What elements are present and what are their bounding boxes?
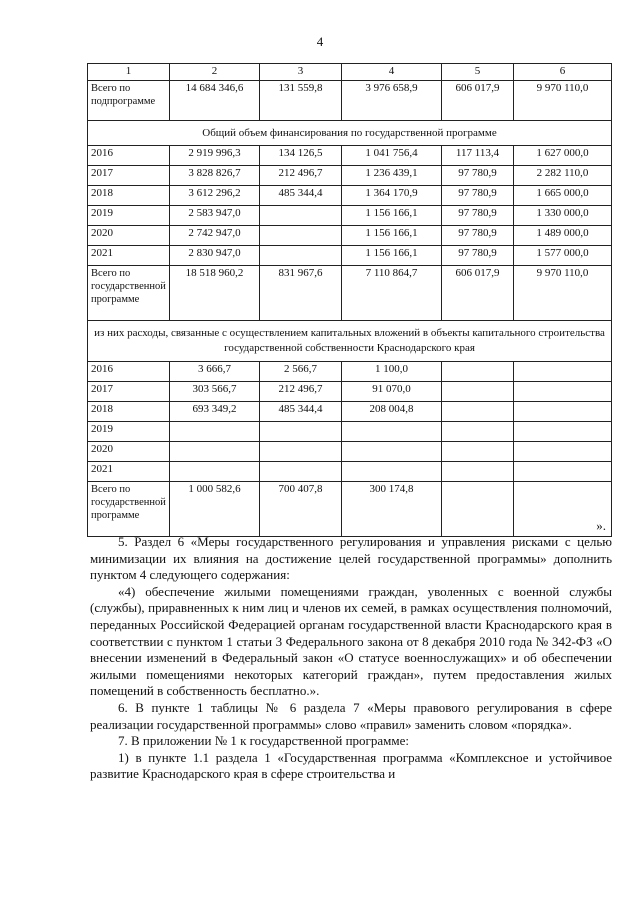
paragraph-7-1: 1) в пункте 1.1 раздела 1 «Государственная программа «Комплексное и устойчивое развитие Краснодарского края в сфере строительства и [90,749,612,782]
value-cell: 97 780,9 [442,206,514,226]
value-cell [442,382,514,402]
value-cell: 117 113,4 [442,146,514,166]
value-cell [260,206,342,226]
value-cell: 97 780,9 [442,166,514,186]
value-cell: 485 344,4 [260,186,342,206]
value-cell [442,422,514,442]
capital-year-row [88,442,612,462]
value-cell: 131 559,8 [260,81,342,121]
value-cell [260,226,342,246]
row-label: 2019 [88,422,170,442]
value-cell [260,246,342,266]
value-cell [514,362,612,382]
column-number: 2 [170,64,260,81]
value-cell: 1 627 000,0 [514,146,612,166]
financing-table [87,63,612,537]
section-title-row [88,121,612,146]
value-cell [342,462,442,482]
capital-year-row [88,382,612,402]
row-label: 2020 [88,442,170,462]
value-cell [442,462,514,482]
paragraph-6: 6. В пункте 1 таблицы № 6 раздела 7 «Меры правового регулирования в сфере реализации государственной программы» слово «правил» заменить словом «порядка». [90,699,612,732]
value-cell: 2 742 947,0 [170,226,260,246]
row-label: 2017 [88,382,170,402]
value-cell: 1 000 582,6 [170,482,260,537]
table-header-row [88,64,612,81]
capital-year-row [88,362,612,382]
column-number: 4 [342,64,442,81]
quote-close-mark: ». [596,518,606,533]
row-label: 2018 [88,186,170,206]
value-cell: 831 967,6 [260,266,342,321]
row-label: 2016 [88,146,170,166]
section-title: из них расходы, связанные с осуществлением капитальных вложений в объекты капитального строительства государственной собственности Краснодарского края [88,321,612,362]
row-label: 2019 [88,206,170,226]
value-cell: 1 364 170,9 [342,186,442,206]
value-cell [170,462,260,482]
column-number: 1 [88,64,170,81]
row-label: 2021 [88,462,170,482]
value-cell: 208 004,8 [342,402,442,422]
year-row [88,246,612,266]
value-cell [514,442,612,462]
value-cell: 2 566,7 [260,362,342,382]
value-cell: 91 070,0 [342,382,442,402]
page-number: 4 [316,34,324,49]
column-number: 5 [442,64,514,81]
value-cell: 1 236 439,1 [342,166,442,186]
document-body [90,534,612,783]
capital-year-row [88,462,612,482]
subprogram-total-row [88,81,612,121]
year-row [88,206,612,226]
value-cell: 1 330 000,0 [514,206,612,226]
value-cell: 1 156 166,1 [342,226,442,246]
year-row [88,146,612,166]
value-cell: 606 017,9 [442,266,514,321]
value-cell: 97 780,9 [442,226,514,246]
value-cell [170,442,260,462]
value-cell: 2 919 996,3 [170,146,260,166]
row-label: 2017 [88,166,170,186]
row-label: 2020 [88,226,170,246]
value-cell [514,382,612,402]
column-number: 3 [260,64,342,81]
program-total-row [88,266,612,321]
value-cell: 303 566,7 [170,382,260,402]
value-cell: 1 665 000,0 [514,186,612,206]
paragraph-quote-4: «4) обеспечение жилыми помещениями граждан, уволенных с военной службы (службы), приравненных к ним лиц и членов их семей, в рамках осуществления полномочий, переданных Российской Федерацией органам государственной власти Краснодарского края в соответствии с пунктом 1 статьи 3 Федерального закона от 8 декабря 2010 года № 342-ФЗ «О внесении изменений в Федеральный закон «О статусе военнослужащих» и об обеспечении жилыми помещениями некоторых категорий граждан», путем предоставления жилых помещений в собственность бесплатно.». [90,583,612,699]
value-cell: 9 970 110,0 [514,81,612,121]
value-cell: 485 344,4 [260,402,342,422]
value-cell: 2 583 947,0 [170,206,260,226]
value-cell: 300 174,8 [342,482,442,537]
value-cell: 700 407,8 [260,482,342,537]
value-cell: 97 780,9 [442,186,514,206]
row-label: Всего по подпрограмме [88,81,170,121]
value-cell: 1 577 000,0 [514,246,612,266]
value-cell: 2 282 110,0 [514,166,612,186]
value-cell: 1 156 166,1 [342,246,442,266]
value-cell: 3 828 826,7 [170,166,260,186]
value-cell: 9 970 110,0 [514,266,612,321]
paragraph-5: 5. Раздел 6 «Меры государственного регулирования и управления рисками с целью минимизации их влияния на достижение целей государственной программы» дополнить пунктом 4 следующего содержания: [90,534,612,583]
value-cell: 134 126,5 [260,146,342,166]
value-cell: 1 100,0 [342,362,442,382]
capital-year-row [88,422,612,442]
value-cell: 1 156 166,1 [342,206,442,226]
row-label: Всего по государственной программе [88,266,170,321]
year-row [88,226,612,246]
value-cell: 97 780,9 [442,246,514,266]
value-cell: 212 496,7 [260,382,342,402]
value-cell: 3 666,7 [170,362,260,382]
value-cell: 18 518 960,2 [170,266,260,321]
value-cell: 1 041 756,4 [342,146,442,166]
row-label: 2016 [88,362,170,382]
section-title: Общий объем финансирования по государственной программе [88,121,612,146]
value-cell [514,402,612,422]
value-cell: 606 017,9 [442,81,514,121]
year-row [88,166,612,186]
value-cell [442,362,514,382]
value-cell: 693 349,2 [170,402,260,422]
value-cell: 2 830 947,0 [170,246,260,266]
value-cell [514,422,612,442]
value-cell [442,442,514,462]
value-cell: 1 489 000,0 [514,226,612,246]
year-row [88,186,612,206]
value-cell [442,402,514,422]
capital-section-row [88,321,612,362]
value-cell: 14 684 346,6 [170,81,260,121]
value-cell: 3 976 658,9 [342,81,442,121]
row-label: Всего по государственной программе [88,482,170,537]
column-number: 6 [514,64,612,81]
value-cell [260,422,342,442]
value-cell [170,422,260,442]
capital-total-row [88,482,612,537]
value-cell [442,482,514,537]
capital-year-row [88,402,612,422]
row-label: 2021 [88,246,170,266]
value-cell [514,462,612,482]
value-cell: 3 612 296,2 [170,186,260,206]
value-cell [260,462,342,482]
value-cell [342,422,442,442]
value-cell [260,442,342,462]
value-cell: 7 110 864,7 [342,266,442,321]
value-cell: 212 496,7 [260,166,342,186]
paragraph-7: 7. В приложении № 1 к государственной программе: [118,733,409,749]
value-cell [342,442,442,462]
row-label: 2018 [88,402,170,422]
